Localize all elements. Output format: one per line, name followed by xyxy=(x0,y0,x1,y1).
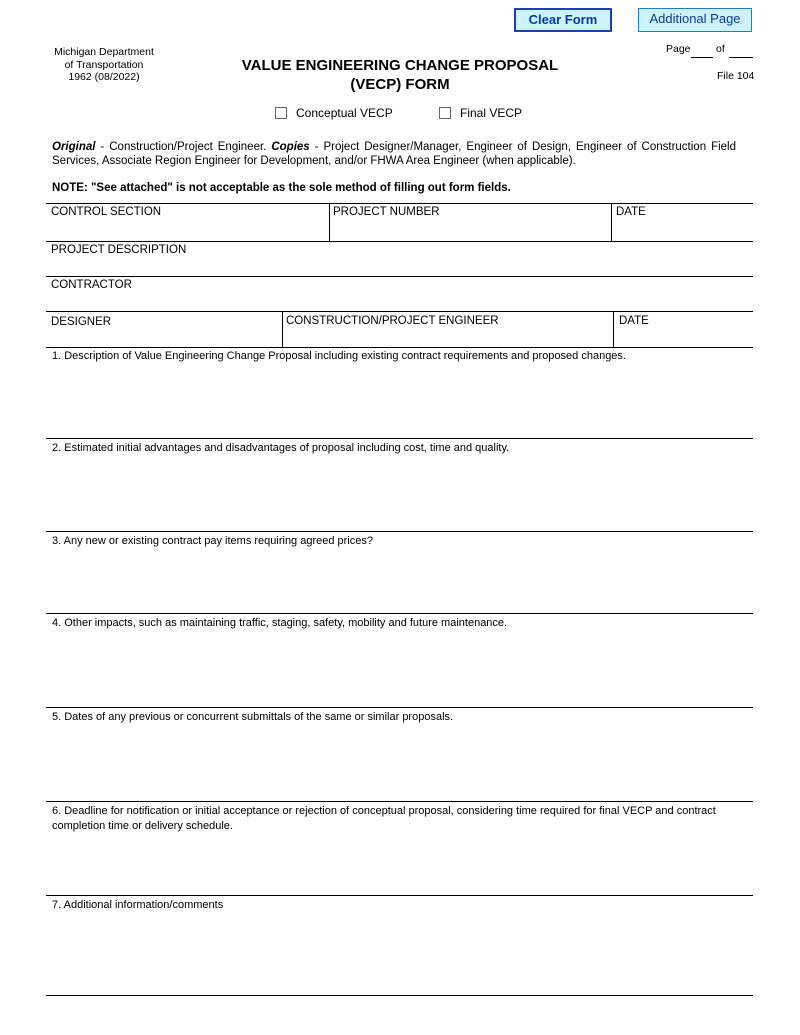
clear-form-button[interactable]: Clear Form xyxy=(514,8,612,32)
copies-label: Copies xyxy=(271,141,310,153)
final-vecp-checkbox[interactable] xyxy=(439,107,451,119)
date-field[interactable]: DATE xyxy=(616,206,646,218)
agency-line2: of Transportation xyxy=(64,58,144,71)
control-section-field[interactable]: CONTROL SECTION xyxy=(51,206,162,218)
question-3[interactable]: 3. Any new or existing contract pay items requiring agreed prices? xyxy=(52,535,373,547)
page-number-field[interactable] xyxy=(691,57,713,58)
original-label: Original xyxy=(52,141,96,153)
page-total-field[interactable] xyxy=(729,57,753,58)
date-field-2[interactable]: DATE xyxy=(619,315,649,327)
conceptual-vecp-label: Conceptual VECP xyxy=(296,106,393,120)
title-line2: (VECP) FORM xyxy=(350,76,450,93)
divider xyxy=(46,311,753,312)
divider xyxy=(282,311,283,347)
divider xyxy=(329,203,330,241)
final-vecp-label: Final VECP xyxy=(460,106,523,120)
designer-field[interactable]: DESIGNER xyxy=(51,316,112,328)
divider xyxy=(46,347,753,348)
divider xyxy=(46,895,753,896)
question-2[interactable]: 2. Estimated initial advantages and disadvantages of proposal including cost, time and quality. xyxy=(52,442,510,454)
form-title xyxy=(190,57,610,93)
of-label: of xyxy=(716,43,725,55)
copies-text: - Project Designer/Manager, Engineer of Design, Engineer of Construction Field Services, Associate Region Engineer for Development, and/or FHWA Area Engineer (when applicable). xyxy=(52,141,736,167)
divider xyxy=(46,531,753,532)
divider xyxy=(46,707,753,708)
form-number: 1962 (08/2022) xyxy=(68,71,140,83)
additional-page-button[interactable]: Additional Page xyxy=(638,8,752,32)
project-description-field[interactable]: PROJECT DESCRIPTION xyxy=(51,244,187,256)
question-1[interactable]: 1. Description of Value Engineering Change Proposal including existing contract requirements and proposed changes. xyxy=(52,350,626,362)
contractor-field[interactable]: CONTRACTOR xyxy=(51,279,132,291)
conceptual-vecp-checkbox[interactable] xyxy=(275,107,287,119)
divider xyxy=(46,438,753,439)
question-6[interactable]: 6. Deadline for notification or initial acceptance or rejection of conceptual proposal, considering time required for final VECP and contract completion time or delivery schedule. xyxy=(52,805,716,832)
original-text: - Construction/Project Engineer. xyxy=(95,141,272,153)
agency-line1: Michigan Department xyxy=(54,46,154,58)
question-5[interactable]: 5. Dates of any previous or concurrent submittals of the same or similar proposals. xyxy=(52,711,454,723)
divider xyxy=(613,311,614,347)
divider xyxy=(46,613,753,614)
divider xyxy=(46,241,753,242)
page-label: Page xyxy=(666,43,691,55)
question-4[interactable]: 4. Other impacts, such as maintaining traffic, staging, safety, mobility and future maintenance. xyxy=(52,617,508,629)
agency-name xyxy=(46,46,162,84)
file-number: File 104 xyxy=(717,70,755,82)
divider xyxy=(46,203,753,204)
project-number-field[interactable]: PROJECT NUMBER xyxy=(333,206,440,218)
divider xyxy=(46,995,753,996)
title-line1: VALUE ENGINEERING CHANGE PROPOSAL xyxy=(241,57,559,74)
question-7[interactable]: 7. Additional information/comments xyxy=(52,899,224,911)
construction-engineer-field[interactable]: CONSTRUCTION/PROJECT ENGINEER xyxy=(286,315,499,327)
divider xyxy=(46,276,753,277)
distribution-text xyxy=(52,140,736,168)
note-text: NOTE: "See attached" is not acceptable as the sole method of filling out form fields. xyxy=(52,182,511,194)
divider xyxy=(611,203,612,241)
divider xyxy=(46,801,753,802)
